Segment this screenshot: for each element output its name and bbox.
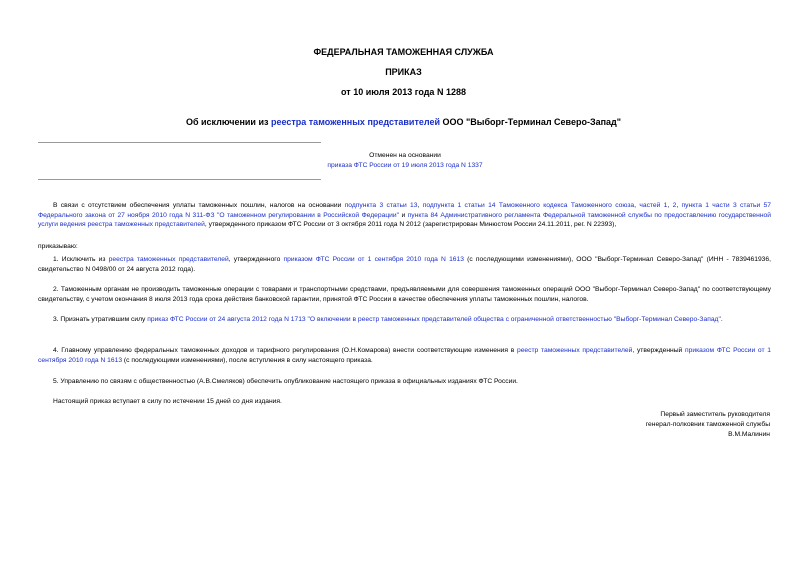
registry-link[interactable]: реестр таможенных представителей [516, 347, 633, 354]
divider-bottom [38, 179, 321, 180]
item-text: , утвержденного [228, 256, 284, 263]
law-link-part-1[interactable]: частей 1 [639, 202, 668, 209]
item-text: , утвержденный [632, 347, 686, 354]
doc-date-number: от 10 июля 2013 года N 1288 [341, 87, 466, 97]
item-text: (с последующими изменениями), ООО "Выборг-Терминал Северо-Запад" (ИНН - 7839461936, свидетельство N 0498/00 от 24 августа 2012 года). [38, 256, 771, 273]
preamble-text: , [667, 202, 673, 209]
item-text: 3. Признать утратившим силу [53, 316, 148, 323]
order-1613-link[interactable]: приказом ФТС России от 1 сентября 2010 года N 1613 [38, 347, 771, 364]
registry-link[interactable]: реестра таможенных представителей [270, 117, 441, 127]
signature-block [646, 410, 770, 440]
signature-position: Первый заместитель руководителя [660, 411, 770, 418]
signature-rank: генерал-полковник таможенной службы [645, 421, 770, 428]
preamble-text: и [399, 211, 408, 219]
item-3 [38, 315, 771, 325]
item-1 [38, 255, 771, 274]
law-link-subpoint-1[interactable]: подпункта 1 статьи 14 Таможенного кодекса Таможенного союза [422, 202, 635, 209]
law-link-subpoint-3[interactable]: подпункта 3 статьи 13 [344, 202, 418, 209]
item-text: (с последующими изменениями), после вступления в силу настоящего приказа. [122, 356, 373, 364]
agency-title: ФЕДЕРАЛЬНАЯ ТАМОЖЕННАЯ СЛУЖБА [313, 47, 494, 57]
item-4 [38, 346, 771, 365]
order-word: приказываю: [38, 243, 78, 250]
item-6 [38, 397, 771, 407]
item-text: Настоящий приказ вступает в силу по истечении 15 дней со дня издания. [53, 398, 282, 405]
law-link-part-2[interactable]: 2 [672, 202, 677, 209]
doc-title-pre: Об исключении из [185, 117, 271, 127]
preamble-text: , [634, 202, 640, 209]
item-2 [38, 285, 771, 304]
preamble [38, 201, 771, 230]
item-text: 5. Управлению по связям с общественностью (А.В.Смеляков) обеспечить опубликование настоящего приказа в официальных изданиях ФТС России. [53, 378, 518, 385]
doc-type: ПРИКАЗ [385, 67, 422, 77]
signature-name: В.М.Малинин [728, 431, 770, 438]
order-1613-link[interactable]: приказом ФТС России от 1 сентября 2010 года N 1613 [283, 256, 464, 263]
preamble-text: , утвержденного приказом ФТС России от 3 октября 2011 года N 2012 (зарегистрирован Минюстом России 24.11.2011, рег. N 22393), [204, 221, 617, 229]
law-link-311-fz[interactable]: пункта 1 части 3 статьи 57 Федерального закона от 27 ноября 2010 года N 311-ФЗ "О таможенном регулировании в Российской Федерации" [38, 202, 771, 219]
cancel-order-link[interactable]: приказа ФТС России от 19 июля 2013 года N 1337 [327, 161, 483, 169]
item-text: 1. Исключить из [53, 256, 109, 263]
doc-title-post: ООО "Выборг-Терминал Северо-Запад" [440, 117, 622, 127]
cancelled-note [300, 151, 510, 170]
item-5 [38, 377, 771, 387]
divider-top [38, 142, 321, 143]
regulation-link[interactable]: пункта 84 Административного регламента Федеральной таможенной службы по предоставлению государственной услуги ведения реестра таможенных представителей [38, 211, 771, 229]
item-text: 2. Таможенным органам не производить таможенные операции с товарами и транспортными средствами, предъявляемыми для совершения таможенных операций ООО "Выборг-Терминал Северо-Запад" по соответствующему свидетельству, с учетом окончания 8 июля 2013 года срока действия банковской гарантии, принятой ФТС России в качестве обеспечения уплаты таможенных пошлин, налогов. [38, 286, 771, 303]
item-text: 4. Главному управлению федеральных таможенных доходов и тарифного регулирования (О.Н.Комарова) внести соответствующие изменения в [53, 347, 517, 354]
cancelled-line: Отменен на основании [369, 152, 441, 159]
preamble-text: В связи с отсутствием обеспечения уплаты таможенных пошлин, налогов на основании [53, 202, 345, 209]
registry-link[interactable]: реестра таможенных представителей [108, 256, 229, 263]
item-text: . [720, 316, 723, 323]
doc-title [0, 117, 807, 127]
preamble-text: , [676, 202, 682, 209]
preamble-text: , [417, 202, 423, 209]
order-1713-link[interactable]: приказ ФТС России от 24 августа 2012 года N 1713 "О включении в реестр таможенных представителей общества с ограниченной ответственностью "Выборг-Терминал Северо-Запад" [147, 316, 721, 323]
